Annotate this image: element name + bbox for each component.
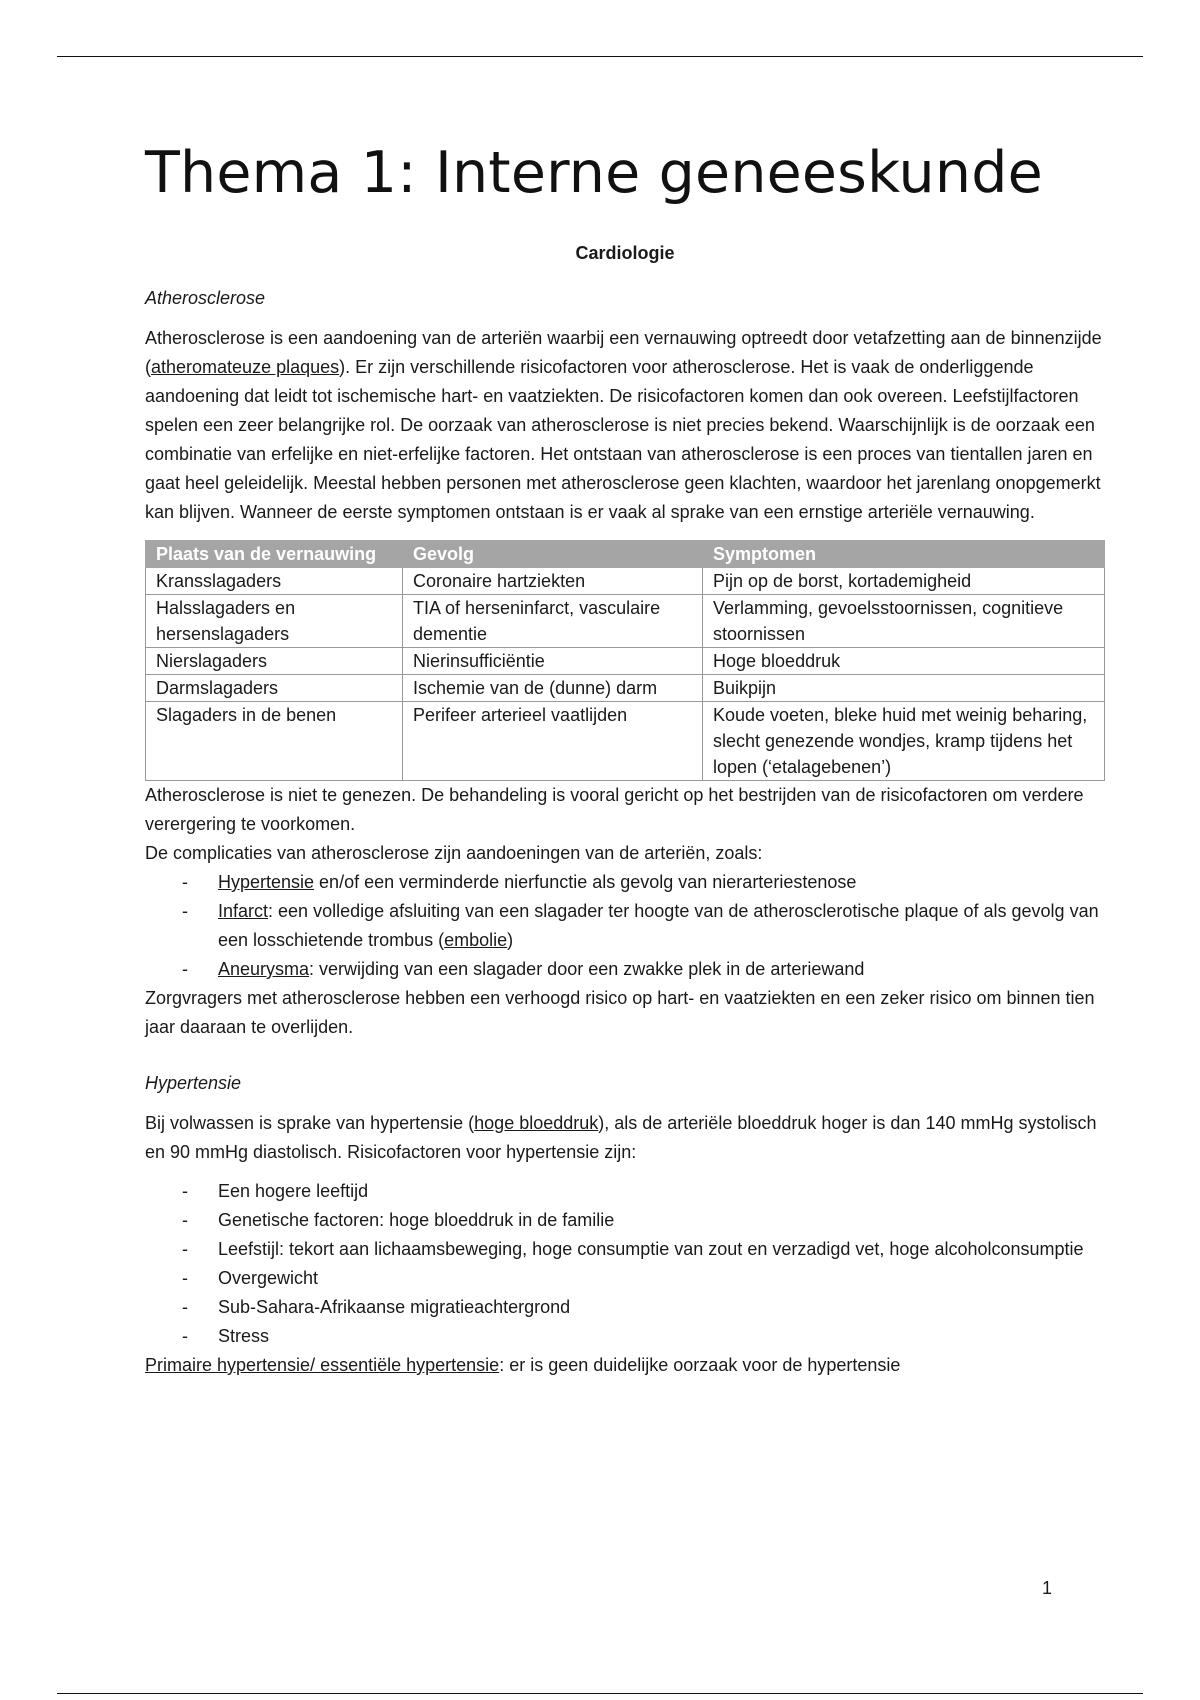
term-primaire-hypertensie: Primaire hypertensie/ essentiële hypertensie	[145, 1355, 500, 1375]
header-rule	[57, 56, 1143, 57]
list-item: - Een hogere leeftijd	[218, 1177, 1105, 1206]
text-span: ). Er zijn verschillende risicofactoren voor atherosclerose. Het is vaak de onderliggende aandoening dat leidt tot ischemische hart- en vaatziekten. De risicofactoren komen dan ook overeen. Leefstijlfactoren spelen een zeer belangrijke rol. De oorzaak van atherosclerose is niet precies bekend. Waarschijnlijk is de oorzaak een combinatie van erfelijke en niet-erfelijke factoren. Het ontstaan van atherosclerose is een proces van tientallen jaren en gaat heel geleidelijk. Meestal hebben personen met atherosclerose geen klachten, waardoor het jarenlang onopgemerkt kan blijven. Wanneer de eerste symptomen ontstaan is er vaak al sprake van een ernstige arteriële vernauwing.	[145, 357, 1101, 522]
list-item: - Sub-Sahara-Afrikaanse migratieachtergrond	[218, 1293, 1105, 1322]
subheading-hypertensie: Hypertensie	[145, 1073, 242, 1093]
footer-rule	[57, 1693, 1143, 1694]
table-cell: Darmslagaders	[146, 675, 403, 702]
list-item	[218, 868, 1105, 897]
paragraph-complications-intro: De complicaties van atherosclerose zijn aandoeningen van de arteriën, zoals:	[145, 843, 763, 863]
subheading-atherosclerose: Atherosclerose	[145, 288, 266, 308]
text-span: Atherosclerose is een aandoening van de arteriën waarbij een vernauwing optreedt door vetafzetting aan de binnenzijde (	[145, 328, 1102, 377]
section-title: Cardiologie	[575, 243, 675, 263]
list-item	[218, 897, 1105, 955]
text-span: : verwijding van een slagader door een zwakke plek in de arteriewand	[309, 959, 865, 979]
list-item	[218, 955, 1105, 984]
table-row	[146, 568, 1105, 595]
paragraph-intro	[145, 324, 1105, 527]
table-cell: Slagaders in de benen	[146, 702, 403, 781]
table-cell: Hoge bloeddruk	[703, 648, 1105, 675]
table-cell: Ischemie van de (dunne) darm	[403, 675, 703, 702]
table-row	[146, 595, 1105, 648]
text-span: Bij volwassen is sprake van hypertensie (	[145, 1113, 475, 1133]
table-cell: Coronaire hartziekten	[403, 568, 703, 595]
table-cell: Nierinsufficiëntie	[403, 648, 703, 675]
complications-list	[145, 868, 1105, 984]
page-number: 1	[1042, 1578, 1053, 1598]
table-cell: Halsslagaders en hersenslagaders	[146, 595, 403, 648]
table-header-row	[146, 541, 1105, 568]
text-span: )	[507, 930, 514, 950]
paragraph-hypertension	[145, 1109, 1105, 1167]
text-span: ), als de arteriële bloeddruk hoger is dan 140 mmHg systolisch en 90 mmHg diastolisch. Risicofactoren voor hypertensie zijn:	[145, 1113, 1097, 1162]
table-cell: Perifeer arterieel vaatlijden	[403, 702, 703, 781]
term-infarct: Infarct	[218, 901, 269, 921]
paragraph-risk: Zorgvragers met atherosclerose hebben een verhoogd risico op hart- en vaatziekten en een zeker risico om binnen tien jaar daaraan te overlijden.	[145, 988, 1095, 1037]
column-header: Gevolg	[403, 541, 703, 568]
paragraph-treatment: Atherosclerose is niet te genezen. De behandeling is vooral gericht op het bestrijden van de risicofactoren om verdere verergering te voorkomen.	[145, 785, 1084, 834]
table-cell: Verlamming, gevoelsstoornissen, cognitieve stoornissen	[703, 595, 1105, 648]
page-content	[145, 140, 1105, 1380]
table-cell: Koude voeten, bleke huid met weinig beharing, slecht genezende wondjes, kramp tijdens het lopen (‘etalagebenen’)	[703, 702, 1105, 781]
table-cell: Nierslagaders	[146, 648, 403, 675]
term-hoge-bloeddruk: hoge bloeddruk	[474, 1113, 599, 1133]
column-header: Symptomen	[703, 541, 1105, 568]
table-row	[146, 648, 1105, 675]
text-span: en/of een verminderde nierfunctie als gevolg van nierarteriestenose	[314, 872, 857, 892]
list-item: - Leefstijl: tekort aan lichaamsbeweging, hoge consumptie van zout en verzadigd vet, hoge alcoholconsumptie	[218, 1235, 1105, 1264]
term-atheromateuze-plaques: atheromateuze plaques	[151, 357, 340, 377]
table-cell: Buikpijn	[703, 675, 1105, 702]
list-item: - Genetische factoren: hoge bloeddruk in de familie	[218, 1206, 1105, 1235]
term-embolie: embolie	[444, 930, 508, 950]
table-cell: Kransslagaders	[146, 568, 403, 595]
page-title: Thema 1: Interne geneeskunde	[145, 140, 1043, 206]
term-hypertensie: Hypertensie	[218, 872, 315, 892]
text-span: : een volledige afsluiting van een slagader ter hoogte van de atherosclerotische plaque of als gevolg van een losschietende trombus (	[218, 901, 1099, 950]
stenosis-table	[145, 540, 1105, 781]
table-cell: TIA of herseninfarct, vasculaire dementie	[403, 595, 703, 648]
table-row	[146, 702, 1105, 781]
paragraph-primary-hypertension	[145, 1351, 1105, 1380]
table-cell: Pijn op de borst, kortademigheid	[703, 568, 1105, 595]
term-aneurysma: Aneurysma	[218, 959, 310, 979]
list-item: - Stress	[218, 1322, 1105, 1351]
list-item: - Overgewicht	[218, 1264, 1105, 1293]
column-header: Plaats van de vernauwing	[146, 541, 403, 568]
risk-factors-list	[145, 1177, 1105, 1351]
table-row	[146, 675, 1105, 702]
text-span: : er is geen duidelijke oorzaak voor de hypertensie	[499, 1355, 901, 1375]
